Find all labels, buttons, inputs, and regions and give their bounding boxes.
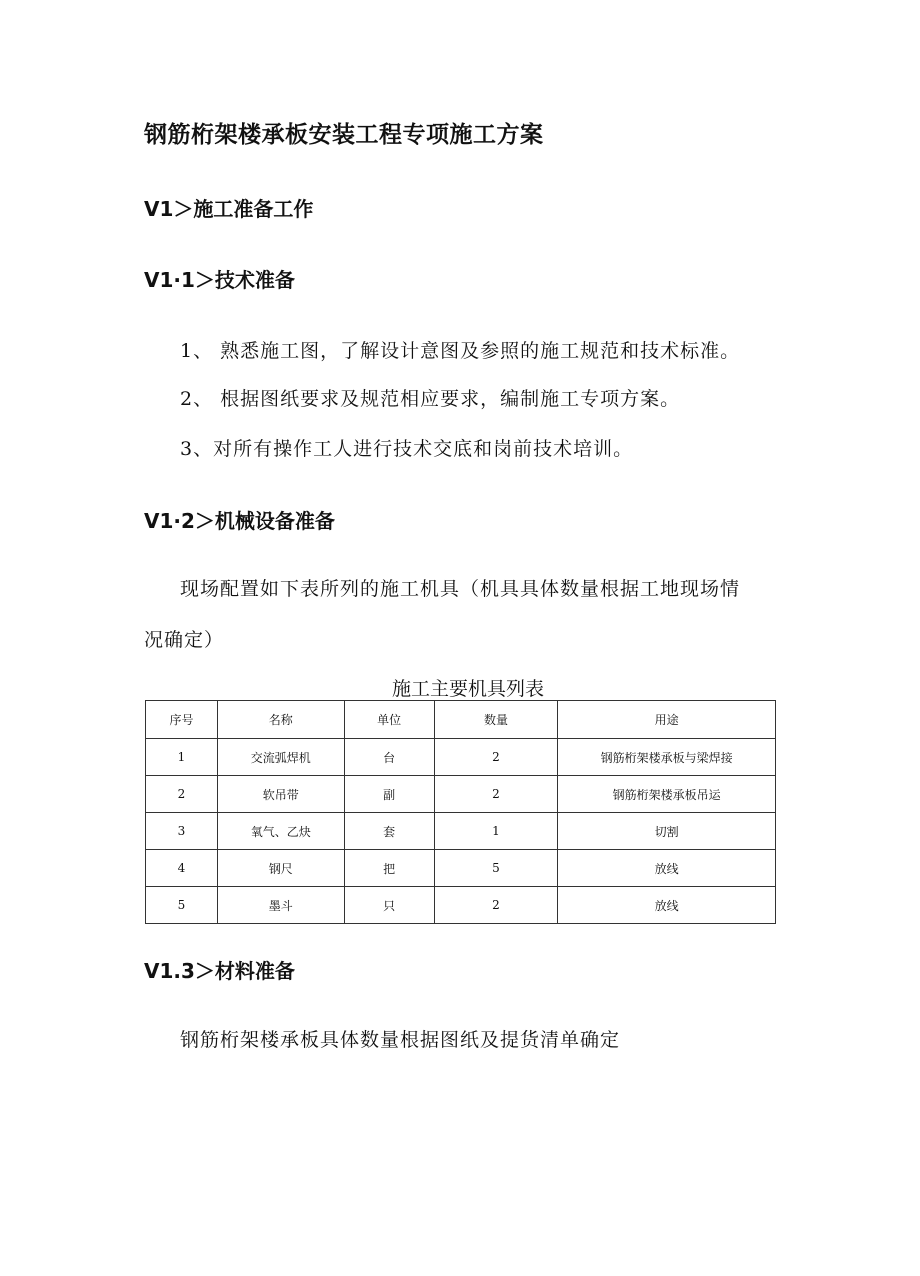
table-cell: 放线 xyxy=(558,850,776,887)
table-cell: 墨斗 xyxy=(217,887,344,924)
list-item: 2、 根据图纸要求及规范相应要求，编制施工专项方案。 xyxy=(180,388,681,410)
table-cell: 套 xyxy=(344,813,434,850)
table-cell: 5 xyxy=(146,887,218,924)
paragraph-line: 况确定） xyxy=(144,629,225,651)
table-cell: 2 xyxy=(434,887,558,924)
table-row xyxy=(146,887,776,924)
subsection-heading-materials-prep: V1.3＞材料准备 xyxy=(144,959,295,983)
table-cell: 钢筋桁架楼承板吊运 xyxy=(558,776,776,813)
table-cell: 5 xyxy=(434,850,558,887)
table-caption: 施工主要机具列表 xyxy=(392,678,545,700)
table-cell: 1 xyxy=(146,739,218,776)
table-cell: 副 xyxy=(344,776,434,813)
table-cell: 钢筋桁架楼承板与梁焊接 xyxy=(558,739,776,776)
header-cell: 序号 xyxy=(146,701,218,739)
table-cell: 2 xyxy=(434,739,558,776)
table-cell: 切割 xyxy=(558,813,776,850)
table-cell: 软吊带 xyxy=(217,776,344,813)
table-row xyxy=(146,850,776,887)
subsection-heading-equipment-prep: V1·2＞机械设备准备 xyxy=(144,509,335,533)
table-cell: 氧气、乙炔 xyxy=(217,813,344,850)
section-heading-construction-prep: V1＞施工准备工作 xyxy=(144,197,314,221)
table-cell: 只 xyxy=(344,887,434,924)
table-row xyxy=(146,739,776,776)
table-cell: 3 xyxy=(146,813,218,850)
table-cell: 2 xyxy=(434,776,558,813)
table-header-row xyxy=(146,701,776,739)
list-item: 3、对所有操作工人进行技术交底和岗前技术培训。 xyxy=(180,438,634,460)
table-cell: 交流弧焊机 xyxy=(217,739,344,776)
list-item: 1、 熟悉施工图，了解设计意图及参照的施工规范和技术标准。 xyxy=(180,340,741,362)
table-cell: 把 xyxy=(344,850,434,887)
table-cell: 4 xyxy=(146,850,218,887)
table-cell: 台 xyxy=(344,739,434,776)
equipment-table xyxy=(145,700,776,924)
document-title: 钢筋桁架楼承板安装工程专项施工方案 xyxy=(144,122,544,148)
header-cell: 数量 xyxy=(434,701,558,739)
table-cell: 放线 xyxy=(558,887,776,924)
table-cell: 钢尺 xyxy=(217,850,344,887)
header-cell: 名称 xyxy=(217,701,344,739)
subsection-heading-technical-prep: V1·1＞技术准备 xyxy=(144,268,295,292)
table-cell: 2 xyxy=(146,776,218,813)
table-row xyxy=(146,813,776,850)
header-cell: 用途 xyxy=(558,701,776,739)
paragraph-line: 现场配置如下表所列的施工机具（机具具体数量根据工地现场情 xyxy=(180,578,741,600)
paragraph-line: 钢筋桁架楼承板具体数量根据图纸及提货清单确定 xyxy=(180,1029,621,1051)
table-cell: 1 xyxy=(434,813,558,850)
table-row xyxy=(146,776,776,813)
header-cell: 单位 xyxy=(344,701,434,739)
